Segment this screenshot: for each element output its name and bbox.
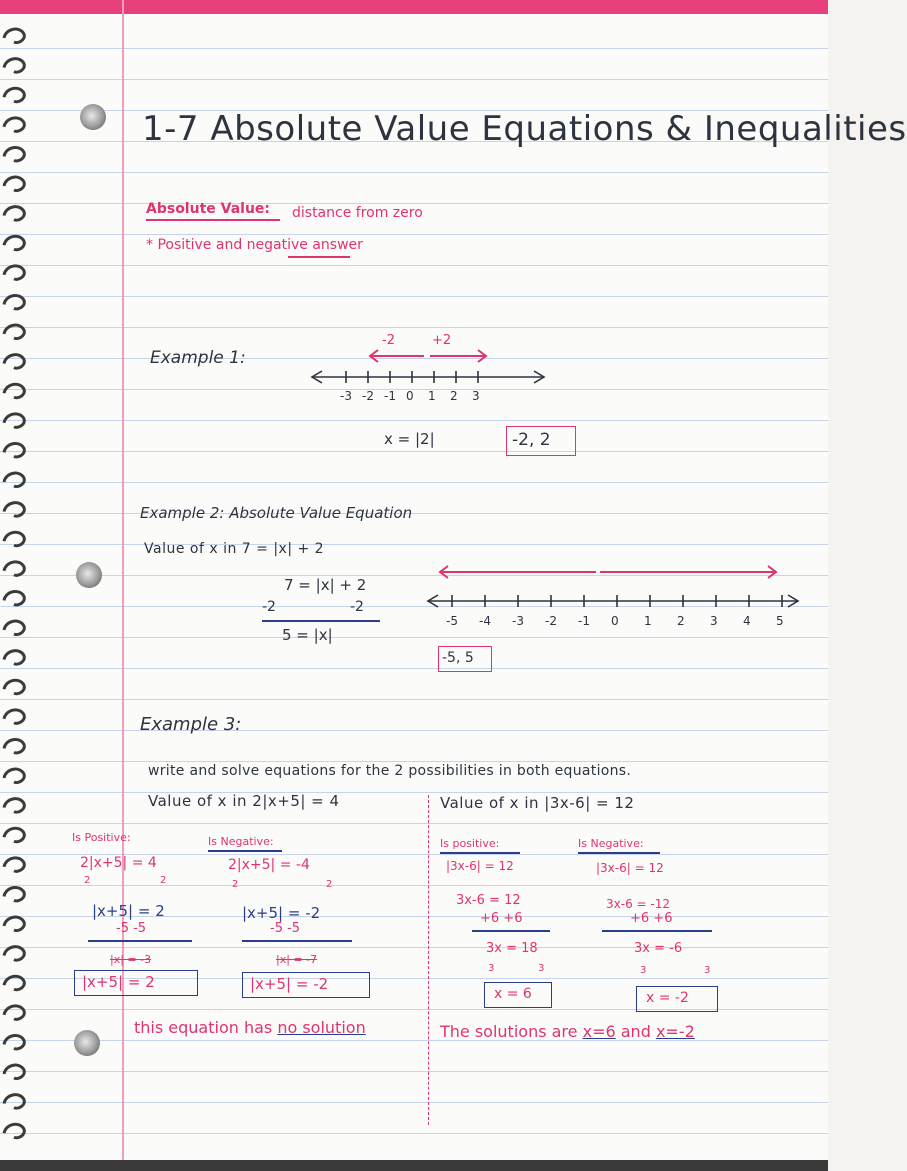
- left-conclusion-prefix: this equation has: [134, 1018, 278, 1037]
- left-negative-answer: |x+5| = -2: [250, 975, 329, 993]
- example1-left-arrow-label: -2: [382, 333, 395, 348]
- right-negative-rule: [602, 930, 712, 932]
- right-negative-div-left: 3: [640, 965, 647, 976]
- example1-tick-label: -2: [362, 389, 374, 403]
- example2-tick-label: -1: [578, 614, 590, 628]
- right-conclusion-solution-b: x=-2: [655, 1022, 695, 1041]
- example1-tick-label: 3: [472, 389, 480, 403]
- right-negative-heading-underline: [578, 852, 660, 854]
- example1-tick-label: 0: [406, 389, 414, 403]
- left-positive-line1: 2|x+5| = 4: [80, 855, 157, 871]
- example2-work-minus-left: -2: [262, 599, 276, 615]
- example2-work-line1: 7 = |x| + 2: [284, 576, 367, 594]
- definition-meaning: distance from zero: [292, 205, 423, 221]
- left-negative-heading-underline: [208, 850, 282, 852]
- left-positive-line2: |x+5| = 2: [92, 902, 165, 920]
- right-negative-line1: |3x-6| = 12: [596, 861, 664, 875]
- right-positive-heading-underline: [440, 852, 520, 854]
- example1-tick-label: 1: [428, 389, 436, 403]
- left-negative-line4: |x| = -7: [276, 953, 318, 966]
- left-negative-line2: |x+5| = -2: [242, 904, 321, 922]
- right-negative-line4: 3x = -6: [634, 941, 683, 956]
- example2-tick-label: 1: [644, 614, 652, 628]
- right-conclusion-mid: and: [615, 1022, 656, 1041]
- left-positive-heading: Is Positive:: [72, 831, 131, 844]
- example3-left-prompt: Value of x in 2|x+5| = 4: [148, 792, 340, 810]
- example2-work-minus-right: -2: [350, 599, 364, 615]
- right-negative-line3: +6 +6: [630, 911, 673, 926]
- page-title: 1-7 Absolute Value Equations & Inequalities: [142, 109, 907, 149]
- left-negative-line3: -5 -5: [270, 921, 301, 936]
- example2-work-result: 5 = |x|: [282, 626, 333, 644]
- right-positive-div-left: 3: [488, 963, 495, 974]
- example3-right-prompt: Value of x in |3x-6| = 12: [440, 794, 635, 812]
- right-negative-answer: x = -2: [646, 990, 689, 1006]
- left-negative-rule: [242, 940, 352, 942]
- example2-label: Example 2: Absolute Value Equation: [140, 504, 413, 522]
- example2-tick-label: 5: [776, 614, 784, 628]
- example2-tick-label: -3: [512, 614, 524, 628]
- left-negative-line1: 2|x+5| = -4: [228, 857, 310, 873]
- example2-tick-label: 2: [677, 614, 685, 628]
- left-positive-answer: |x+5| = 2: [82, 973, 155, 991]
- left-positive-line4: |x| = -3: [110, 953, 152, 966]
- example3-label: Example 3:: [140, 714, 242, 735]
- example1-tick-label: 2: [450, 389, 458, 403]
- left-positive-rule: [88, 940, 192, 942]
- page-bottom-shadow: [0, 1160, 828, 1171]
- left-negative-heading: Is Negative:: [208, 835, 274, 848]
- example1-label: Example 1:: [150, 348, 246, 368]
- example2-prompt: Value of x in 7 = |x| + 2: [144, 541, 325, 557]
- example2-tick-label: -4: [479, 614, 491, 628]
- example2-tick-label: 3: [710, 614, 718, 628]
- definition-term: Absolute Value:: [146, 201, 271, 217]
- left-positive-div-right: 2: [160, 875, 167, 886]
- example1-right-arrow-label: +2: [432, 333, 452, 348]
- right-positive-div-right: 3: [538, 963, 545, 974]
- right-positive-line1: |3x-6| = 12: [446, 859, 514, 873]
- right-conclusion-prefix: The solutions are: [440, 1022, 583, 1041]
- example3-divider: [428, 795, 429, 1125]
- left-positive-div-left: 2: [84, 875, 91, 886]
- right-negative-heading: Is Negative:: [578, 837, 644, 850]
- example1-equation: x = |2|: [384, 430, 435, 448]
- example2-tick-label: -2: [545, 614, 557, 628]
- right-positive-answer: x = 6: [494, 986, 532, 1002]
- example3-instruction: write and solve equations for the 2 possibilities in both equations.: [148, 763, 632, 779]
- example2-tick-label: 4: [743, 614, 751, 628]
- right-positive-heading: Is positive:: [440, 837, 500, 850]
- example1-tick-label: -3: [340, 389, 352, 403]
- example1-tick-label: -1: [384, 389, 396, 403]
- right-positive-rule: [472, 930, 550, 932]
- left-conclusion-emphasis: no solution: [277, 1018, 366, 1037]
- left-negative-div-left: 2: [232, 879, 239, 890]
- right-positive-line2: 3x-6 = 12: [456, 893, 521, 908]
- left-negative-div-right: 2: [326, 879, 333, 890]
- right-conclusion: [440, 1024, 695, 1040]
- example2-tick-label: 0: [611, 614, 619, 628]
- right-positive-line4: 3x = 18: [486, 941, 538, 956]
- example1-answer: -2, 2: [512, 430, 551, 450]
- left-positive-line3: -5 -5: [116, 921, 147, 936]
- right-negative-line2: 3x-6 = -12: [606, 897, 670, 911]
- left-conclusion: [134, 1020, 366, 1036]
- right-positive-line3: +6 +6: [480, 911, 523, 926]
- right-conclusion-solution-a: x=6: [582, 1022, 616, 1041]
- right-negative-div-right: 3: [704, 965, 711, 976]
- definition-note: * Positive and negative answer: [146, 237, 363, 253]
- example2-tick-label: -5: [446, 614, 458, 628]
- example2-answer: -5, 5: [442, 650, 474, 666]
